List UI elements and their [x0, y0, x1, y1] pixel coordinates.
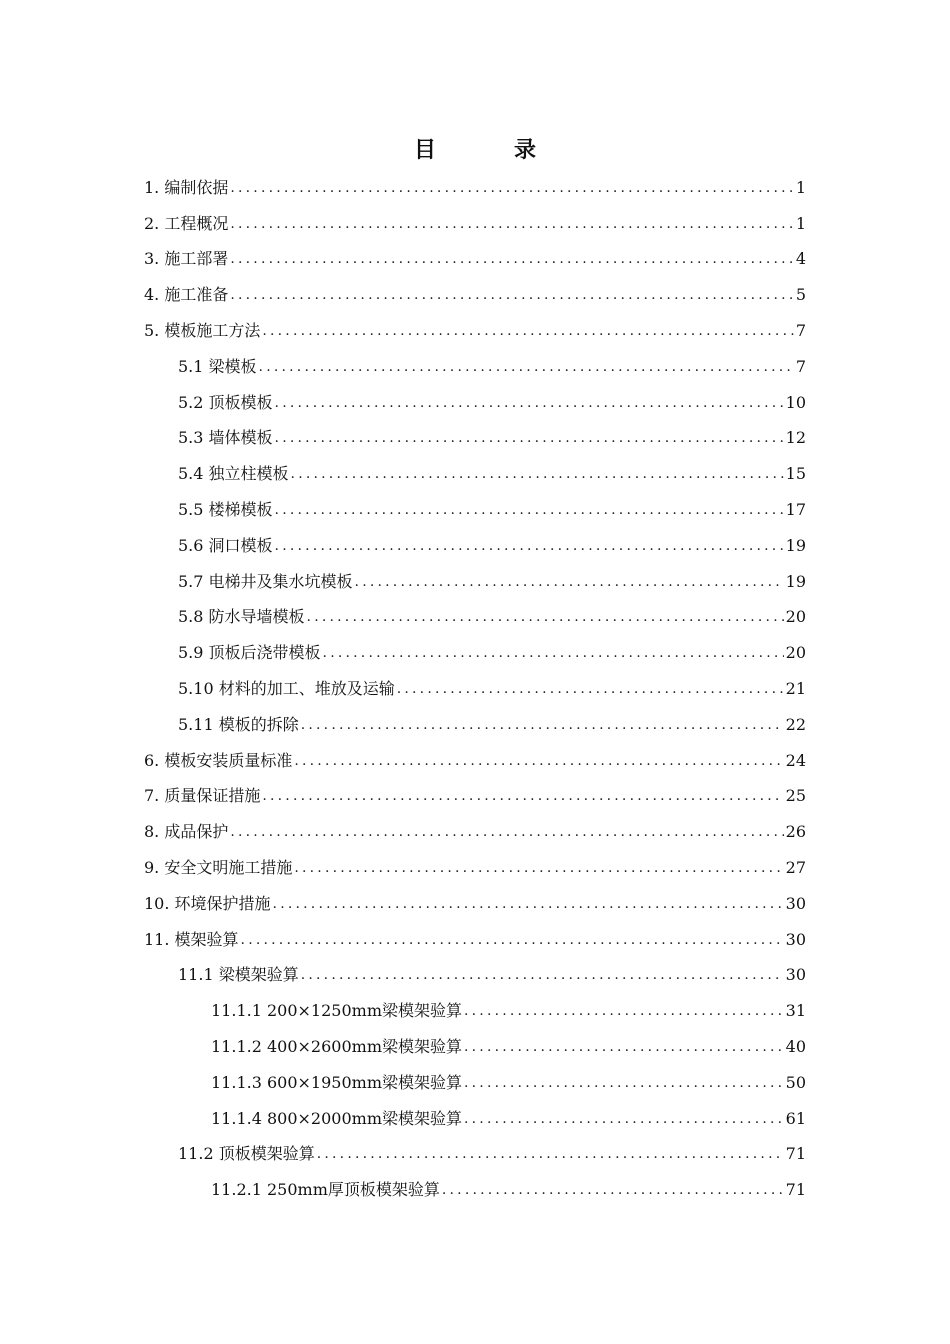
toc-entry-page-number: 30 [785, 965, 806, 985]
toc-dot-leader [355, 572, 784, 592]
toc-dot-leader [464, 1073, 784, 1093]
toc-dot-leader [301, 715, 784, 735]
toc-dot-leader [317, 1144, 784, 1164]
toc-entry-page-number: 61 [785, 1108, 806, 1128]
toc-dot-leader [230, 214, 793, 234]
toc-dot-leader [464, 1037, 784, 1057]
toc-dot-leader [442, 1180, 784, 1200]
toc-entry[interactable] [0, 206, 950, 242]
toc-entry[interactable] [0, 814, 950, 850]
toc-entry[interactable] [0, 349, 950, 385]
toc-entry-text: 11.2.1 250mm厚顶板模架验算 [211, 1180, 440, 1200]
toc-dot-leader [262, 786, 783, 806]
toc-dot-leader [294, 858, 783, 878]
toc-entry-text: 11.1.2 400×2600mm梁模架验算 [211, 1037, 462, 1057]
toc-entry[interactable] [0, 242, 950, 278]
toc-entry-page-number: 71 [785, 1180, 806, 1200]
toc-entry-text: 11.1 梁模架验算 [178, 965, 299, 985]
toc-dot-leader [230, 822, 783, 842]
toc-entry-text: 7. 质量保证措施 [144, 786, 261, 806]
toc-entry-text: 5.1 梁模板 [178, 356, 257, 376]
toc-entry-page-number: 25 [785, 786, 806, 806]
toc-entry[interactable] [0, 456, 950, 492]
toc-entry-text: 8. 成品保护 [144, 822, 229, 842]
toc-entry-page-number: 1 [795, 177, 806, 197]
toc-entry-text: 6. 模板安装质量标准 [144, 750, 293, 770]
toc-entry-page-number: 7 [795, 356, 806, 376]
toc-entry-text: 5.7 电梯井及集水坑模板 [178, 571, 353, 591]
toc-entry-text: 5.4 独立柱模板 [178, 464, 289, 484]
toc-entry-text: 5.6 洞口模板 [178, 535, 273, 555]
toc-entry-page-number: 20 [785, 643, 806, 663]
toc-dot-leader [230, 178, 793, 198]
toc-entry-text: 11.1.4 800×2000mm梁模架验算 [211, 1108, 462, 1128]
toc-dot-leader [301, 965, 784, 985]
toc-dot-leader [241, 930, 784, 950]
toc-dot-leader [294, 751, 783, 771]
toc-entry-text: 5.5 楼梯模板 [178, 500, 273, 520]
toc-entry-page-number: 7 [795, 321, 806, 341]
toc-entry-page-number: 17 [785, 500, 806, 520]
toc-title: 目 录 [413, 137, 564, 163]
toc-entry-text: 5.9 顶板后浇带模板 [178, 643, 321, 663]
toc-entry-text: 2. 工程概况 [144, 213, 229, 233]
toc-dot-leader [273, 894, 784, 914]
toc-dot-leader [464, 1109, 784, 1129]
toc-entry-page-number: 71 [785, 1144, 806, 1164]
toc-entry[interactable] [0, 564, 950, 600]
toc-entry-page-number: 26 [785, 822, 806, 842]
toc-dot-leader [230, 249, 793, 269]
toc-entry[interactable] [0, 1172, 950, 1208]
toc-entry[interactable] [0, 1101, 950, 1137]
toc-entry[interactable] [0, 743, 950, 779]
toc-entry[interactable] [0, 671, 950, 707]
toc-entry[interactable] [0, 707, 950, 743]
toc-entry-text: 5.2 顶板模板 [178, 392, 273, 412]
toc-entry[interactable] [0, 600, 950, 636]
toc-entry[interactable] [0, 958, 950, 994]
toc-entry[interactable] [0, 1065, 950, 1101]
toc-dot-leader [275, 536, 784, 556]
toc-entry-page-number: 20 [785, 607, 806, 627]
toc-entry[interactable] [0, 170, 950, 206]
toc-entry-text: 4. 施工准备 [144, 285, 229, 305]
toc-entry[interactable] [0, 922, 950, 958]
toc-entry-page-number: 15 [785, 464, 806, 484]
toc-entry-page-number: 19 [785, 571, 806, 591]
toc-dot-leader [464, 1001, 784, 1021]
toc-entry-page-number: 4 [795, 249, 806, 269]
toc-entry-text: 5.8 防水导墙模板 [178, 607, 305, 627]
toc-entry-page-number: 12 [785, 428, 806, 448]
toc-entry-text: 5.10 材料的加工、堆放及运输 [178, 679, 395, 699]
toc-entry-page-number: 30 [785, 893, 806, 913]
toc-entry[interactable] [0, 421, 950, 457]
toc-entry[interactable] [0, 385, 950, 421]
toc-entry[interactable] [0, 277, 950, 313]
toc-entry-page-number: 50 [785, 1072, 806, 1092]
toc-entry-text: 11.1.3 600×1950mm梁模架验算 [211, 1072, 462, 1092]
toc-entry-page-number: 5 [795, 285, 806, 305]
toc-entry-page-number: 10 [785, 392, 806, 412]
toc-entry[interactable] [0, 1029, 950, 1065]
toc-entry[interactable] [0, 1137, 950, 1173]
toc-entry[interactable] [0, 993, 950, 1029]
toc-dot-leader [275, 393, 784, 413]
toc-entry-text: 5.11 模板的拆除 [178, 714, 299, 734]
toc-entry-page-number: 27 [785, 858, 806, 878]
toc-entry[interactable] [0, 492, 950, 528]
toc-entry-page-number: 30 [785, 929, 806, 949]
toc-dot-leader [275, 428, 784, 448]
toc-dot-leader [275, 500, 784, 520]
toc-entry-text: 10. 环境保护措施 [144, 893, 271, 913]
toc-entry-text: 11. 模架验算 [144, 929, 239, 949]
toc-dot-leader [259, 357, 794, 377]
toc-entry[interactable] [0, 886, 950, 922]
toc-dot-leader [262, 321, 793, 341]
toc-entry-page-number: 19 [785, 535, 806, 555]
toc-entry-page-number: 22 [785, 714, 806, 734]
toc-entry-page-number: 40 [785, 1037, 806, 1057]
toc-entry-text: 1. 编制依据 [144, 177, 229, 197]
toc-entry-text: 5.3 墙体模板 [178, 428, 273, 448]
toc-entry-text: 5. 模板施工方法 [144, 321, 261, 341]
toc-dot-leader [307, 607, 784, 627]
toc-entry-page-number: 31 [785, 1001, 806, 1021]
toc-entry-page-number: 24 [785, 750, 806, 770]
toc-entry-text: 9. 安全文明施工措施 [144, 858, 293, 878]
toc-dot-leader [397, 679, 784, 699]
toc-entry-text: 11.2 顶板模架验算 [178, 1144, 315, 1164]
toc-entry[interactable] [0, 850, 950, 886]
toc-entry-text: 3. 施工部署 [144, 249, 229, 269]
toc-dot-leader [291, 464, 784, 484]
toc-entry-page-number: 21 [785, 679, 806, 699]
toc-entry[interactable] [0, 779, 950, 815]
toc-list [0, 170, 950, 1208]
toc-entry[interactable] [0, 528, 950, 564]
toc-entry[interactable] [0, 635, 950, 671]
toc-dot-leader [323, 643, 784, 663]
toc-entry-text: 11.1.1 200×1250mm梁模架验算 [211, 1001, 462, 1021]
toc-entry[interactable] [0, 313, 950, 349]
toc-dot-leader [230, 285, 793, 305]
toc-entry-page-number: 1 [795, 213, 806, 233]
